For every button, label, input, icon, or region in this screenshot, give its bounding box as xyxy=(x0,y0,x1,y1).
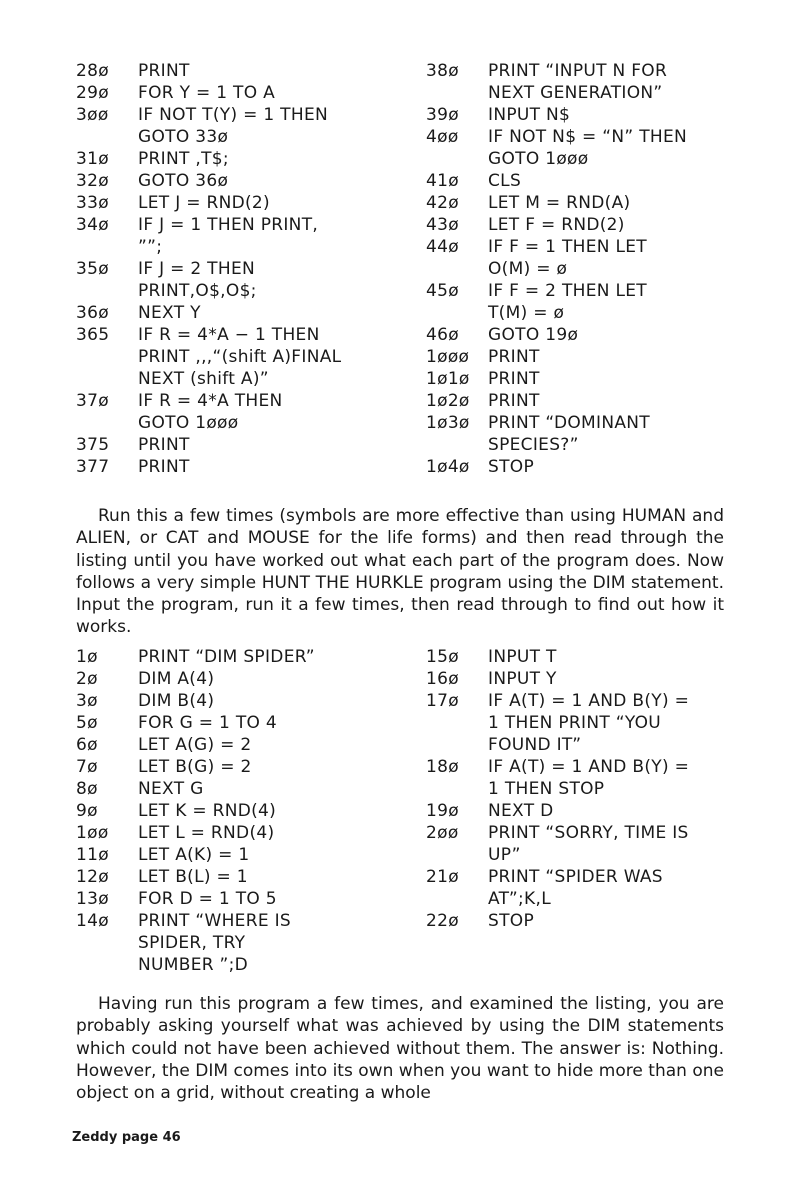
code-statement xyxy=(488,368,540,390)
listing-dim-spider-left xyxy=(76,646,406,976)
line-number: 37ø xyxy=(76,391,109,411)
code-statement xyxy=(488,800,553,822)
code-statement xyxy=(488,756,689,800)
code-text: GOTO 33ø xyxy=(138,127,229,147)
code-line xyxy=(76,668,406,690)
code-statement xyxy=(488,668,557,690)
code-text: NUMBER ”;D xyxy=(138,955,249,975)
line-number: 46ø xyxy=(426,325,459,345)
line-number: 31ø xyxy=(76,149,109,169)
code-line xyxy=(76,646,406,668)
line-number: 1øø xyxy=(76,823,109,843)
code-line xyxy=(76,302,406,324)
code-statement xyxy=(138,646,315,668)
code-statement xyxy=(138,192,270,214)
code-line xyxy=(76,148,406,170)
code-text: DIM A(4) xyxy=(138,669,215,689)
code-statement xyxy=(488,126,687,170)
line-number: 375 xyxy=(76,435,110,455)
code-statement xyxy=(488,390,540,412)
code-text: 1 THEN PRINT “YOU xyxy=(488,713,662,733)
code-text: DIM B(4) xyxy=(138,691,215,711)
code-statement xyxy=(138,844,250,866)
code-line xyxy=(426,236,756,280)
code-line xyxy=(426,170,756,192)
code-text: IF J = 1 THEN PRINT, xyxy=(138,215,319,235)
code-statement xyxy=(488,214,625,236)
code-text: LET B(G) = 2 xyxy=(138,757,252,777)
line-number: 2øø xyxy=(426,823,459,843)
line-number: 3ø xyxy=(76,691,98,711)
code-statement xyxy=(138,910,291,976)
code-text: IF A(T) = 1 AND B(Y) = xyxy=(488,757,690,777)
code-statement xyxy=(488,280,647,324)
code-line xyxy=(426,668,756,690)
code-text: LET L = RND(4) xyxy=(138,823,275,843)
code-line xyxy=(76,866,406,888)
code-text: ””; xyxy=(138,237,163,257)
code-text: LET F = RND(2) xyxy=(488,215,625,235)
code-line xyxy=(426,280,756,324)
page-footer: Zeddy page 46 xyxy=(72,1130,181,1145)
code-line xyxy=(76,258,406,302)
code-statement xyxy=(138,258,257,302)
code-statement xyxy=(138,778,204,800)
line-number: 9ø xyxy=(76,801,98,821)
code-line xyxy=(76,82,406,104)
code-text: IF NOT T(Y) = 1 THEN xyxy=(138,105,329,125)
line-number: 36ø xyxy=(76,303,109,323)
code-statement xyxy=(138,170,228,192)
line-number: 1ø1ø xyxy=(426,369,470,389)
code-text: IF R = 4*A THEN xyxy=(138,391,283,411)
code-text: NEXT G xyxy=(138,779,204,799)
line-number: 28ø xyxy=(76,61,109,81)
code-statement xyxy=(138,690,214,712)
code-line xyxy=(426,104,756,126)
code-text: IF J = 2 THEN xyxy=(138,259,256,279)
line-number: 33ø xyxy=(76,193,109,213)
code-line xyxy=(426,822,756,866)
code-statement xyxy=(488,866,663,910)
code-text: UP” xyxy=(488,845,521,865)
code-text: T(M) = ø xyxy=(488,303,565,323)
code-statement xyxy=(138,756,252,778)
code-statement xyxy=(488,412,650,456)
code-text: PRINT ,,,“(shift A)FINAL xyxy=(138,347,342,367)
code-text: O(M) = ø xyxy=(488,259,568,279)
code-statement xyxy=(138,456,190,478)
line-number: 35ø xyxy=(76,259,109,279)
line-number: 1ø3ø xyxy=(426,413,470,433)
code-text: LET A(G) = 2 xyxy=(138,735,252,755)
line-number: 43ø xyxy=(426,215,459,235)
code-text: FOR G = 1 TO 4 xyxy=(138,713,278,733)
code-line xyxy=(76,712,406,734)
code-text: LET K = RND(4) xyxy=(138,801,277,821)
line-number: 38ø xyxy=(426,61,459,81)
line-number: 45ø xyxy=(426,281,459,301)
line-number: 15ø xyxy=(426,647,459,667)
code-text: IF R = 4*A − 1 THEN xyxy=(138,325,320,345)
code-text: SPIDER, TRY xyxy=(138,933,246,953)
line-number: 377 xyxy=(76,457,110,477)
code-text: NEXT D xyxy=(488,801,554,821)
code-line xyxy=(76,800,406,822)
line-number: 34ø xyxy=(76,215,109,235)
code-text: SPECIES?” xyxy=(488,435,579,455)
code-statement xyxy=(138,82,275,104)
line-number: 17ø xyxy=(426,691,459,711)
code-line xyxy=(76,214,406,258)
code-text: PRINT “SORRY, TIME IS xyxy=(488,823,689,843)
line-number: 1øøø xyxy=(426,347,470,367)
code-line xyxy=(76,778,406,800)
code-statement xyxy=(138,866,248,888)
paragraph-run-this: Run this a few times (symbols are more effective than using HUMAN and ALIEN, or CAT and MOUSE for the life forms) and then read through the listing until you have worked out what each part of the program does. Now follows a very simple HUNT THE HURKLE program using the DIM statement. Input the program, run it a few times, then read through to find out how it works. xyxy=(76,506,724,638)
code-text: 1 THEN STOP xyxy=(488,779,605,799)
code-line xyxy=(426,756,756,800)
code-statement xyxy=(138,800,276,822)
code-line xyxy=(76,690,406,712)
code-text: PRINT xyxy=(488,347,540,367)
line-number: 16ø xyxy=(426,669,459,689)
line-number: 21ø xyxy=(426,867,459,887)
listing-top-right xyxy=(426,60,756,478)
code-line xyxy=(426,800,756,822)
code-line xyxy=(76,888,406,910)
line-number: 7ø xyxy=(76,757,98,777)
code-text: PRINT,O$,O$; xyxy=(138,281,257,301)
line-number: 41ø xyxy=(426,171,459,191)
code-line xyxy=(426,368,756,390)
code-line xyxy=(76,192,406,214)
code-statement xyxy=(488,646,557,668)
code-text: PRINT xyxy=(138,61,190,81)
code-text: LET M = RND(A) xyxy=(488,193,631,213)
code-line xyxy=(426,192,756,214)
line-number: 4øø xyxy=(426,127,459,147)
code-statement xyxy=(488,324,578,346)
code-statement xyxy=(138,822,274,844)
code-text: LET J = RND(2) xyxy=(138,193,270,213)
code-text: GOTO 36ø xyxy=(138,171,229,191)
line-number: 1ø2ø xyxy=(426,391,470,411)
code-statement xyxy=(138,888,277,910)
line-number: 1ø xyxy=(76,647,98,667)
listing-dim-spider-right xyxy=(426,646,756,932)
code-statement xyxy=(488,690,689,756)
code-statement xyxy=(488,346,540,368)
code-line xyxy=(426,456,756,478)
code-statement xyxy=(138,390,283,434)
line-number: 18ø xyxy=(426,757,459,777)
code-text: GOTO 19ø xyxy=(488,325,579,345)
line-number: 13ø xyxy=(76,889,109,909)
code-text: PRINT xyxy=(488,391,540,411)
code-line xyxy=(76,104,406,148)
paragraph-having-run: Having run this program a few times, and examined the listing, you are probably asking yourself what was achieved by using the DIM statements which could not have been achieved without them. The answer is: Nothing. However, the DIM comes into its own when you want to hide more than one object on a grid, without creating a whole xyxy=(76,994,724,1104)
code-statement xyxy=(488,60,667,104)
line-number: 44ø xyxy=(426,237,459,257)
line-number: 2ø xyxy=(76,669,98,689)
line-number: 3øø xyxy=(76,105,109,125)
line-number: 365 xyxy=(76,325,110,345)
line-number: 42ø xyxy=(426,193,459,213)
code-line xyxy=(76,734,406,756)
code-text: INPUT N$ xyxy=(488,105,571,125)
code-statement xyxy=(138,214,318,258)
code-statement xyxy=(488,822,689,866)
code-line xyxy=(76,170,406,192)
code-statement xyxy=(138,668,214,690)
code-statement xyxy=(138,60,190,82)
code-line xyxy=(76,822,406,844)
line-number: 1ø4ø xyxy=(426,457,470,477)
code-text: STOP xyxy=(488,457,535,477)
code-statement xyxy=(138,104,328,148)
code-text: PRINT “WHERE IS xyxy=(138,911,291,931)
code-line xyxy=(76,910,406,976)
code-text: FOR Y = 1 TO A xyxy=(138,83,276,103)
code-text: NEXT Y xyxy=(138,303,201,323)
code-line xyxy=(76,844,406,866)
code-line xyxy=(426,690,756,756)
code-text: NEXT (shift A)” xyxy=(138,369,269,389)
code-statement xyxy=(138,734,252,756)
code-line xyxy=(76,390,406,434)
code-line xyxy=(426,646,756,668)
line-number: 22ø xyxy=(426,911,459,931)
line-number: 19ø xyxy=(426,801,459,821)
code-statement xyxy=(488,910,534,932)
line-number: 5ø xyxy=(76,713,98,733)
line-number: 29ø xyxy=(76,83,109,103)
code-statement xyxy=(488,192,630,214)
code-line xyxy=(426,214,756,236)
code-text: PRINT xyxy=(138,435,190,455)
code-statement xyxy=(138,712,277,734)
code-text: AT”;K,L xyxy=(488,889,551,909)
code-text: NEXT GENERATION” xyxy=(488,83,663,103)
code-statement xyxy=(138,148,229,170)
code-line xyxy=(76,456,406,478)
code-statement xyxy=(138,434,190,456)
line-number: 39ø xyxy=(426,105,459,125)
code-statement xyxy=(138,324,341,390)
code-text: IF F = 2 THEN LET xyxy=(488,281,647,301)
code-line xyxy=(426,390,756,412)
listing-top-left xyxy=(76,60,406,478)
code-text: PRINT ,T$; xyxy=(138,149,229,169)
code-text: INPUT T xyxy=(488,647,557,667)
code-text: IF NOT N$ = “N” THEN xyxy=(488,127,688,147)
code-text: LET A(K) = 1 xyxy=(138,845,250,865)
code-text: PRINT “SPIDER WAS xyxy=(488,867,663,887)
line-number: 8ø xyxy=(76,779,98,799)
code-text: PRINT xyxy=(138,457,190,477)
code-line xyxy=(76,434,406,456)
code-line xyxy=(426,346,756,368)
line-number: 14ø xyxy=(76,911,109,931)
code-line xyxy=(76,756,406,778)
code-statement xyxy=(488,236,647,280)
code-line xyxy=(76,324,406,390)
code-text: IF F = 1 THEN LET xyxy=(488,237,647,257)
line-number: 12ø xyxy=(76,867,109,887)
code-line xyxy=(426,866,756,910)
code-text: PRINT “DOMINANT xyxy=(488,413,650,433)
code-line xyxy=(426,126,756,170)
code-line xyxy=(426,324,756,346)
code-line xyxy=(426,412,756,456)
line-number: 6ø xyxy=(76,735,98,755)
code-text: GOTO 1øøø xyxy=(488,149,589,169)
code-text: PRINT xyxy=(488,369,540,389)
code-statement xyxy=(488,456,534,478)
code-line xyxy=(76,60,406,82)
code-text: INPUT Y xyxy=(488,669,557,689)
code-line xyxy=(426,60,756,104)
code-statement xyxy=(488,170,521,192)
code-text: PRINT “INPUT N FOR xyxy=(488,61,668,81)
code-text: CLS xyxy=(488,171,522,191)
code-text: LET B(L) = 1 xyxy=(138,867,248,887)
line-number: 11ø xyxy=(76,845,109,865)
code-text: PRINT “DIM SPIDER” xyxy=(138,647,315,667)
code-text: FOR D = 1 TO 5 xyxy=(138,889,277,909)
code-text: GOTO 1øøø xyxy=(138,413,239,433)
code-statement xyxy=(488,104,570,126)
code-line xyxy=(426,910,756,932)
code-text: IF A(T) = 1 AND B(Y) = xyxy=(488,691,690,711)
line-number: 32ø xyxy=(76,171,109,191)
code-text: STOP xyxy=(488,911,535,931)
code-text: FOUND IT” xyxy=(488,735,582,755)
code-statement xyxy=(138,302,201,324)
